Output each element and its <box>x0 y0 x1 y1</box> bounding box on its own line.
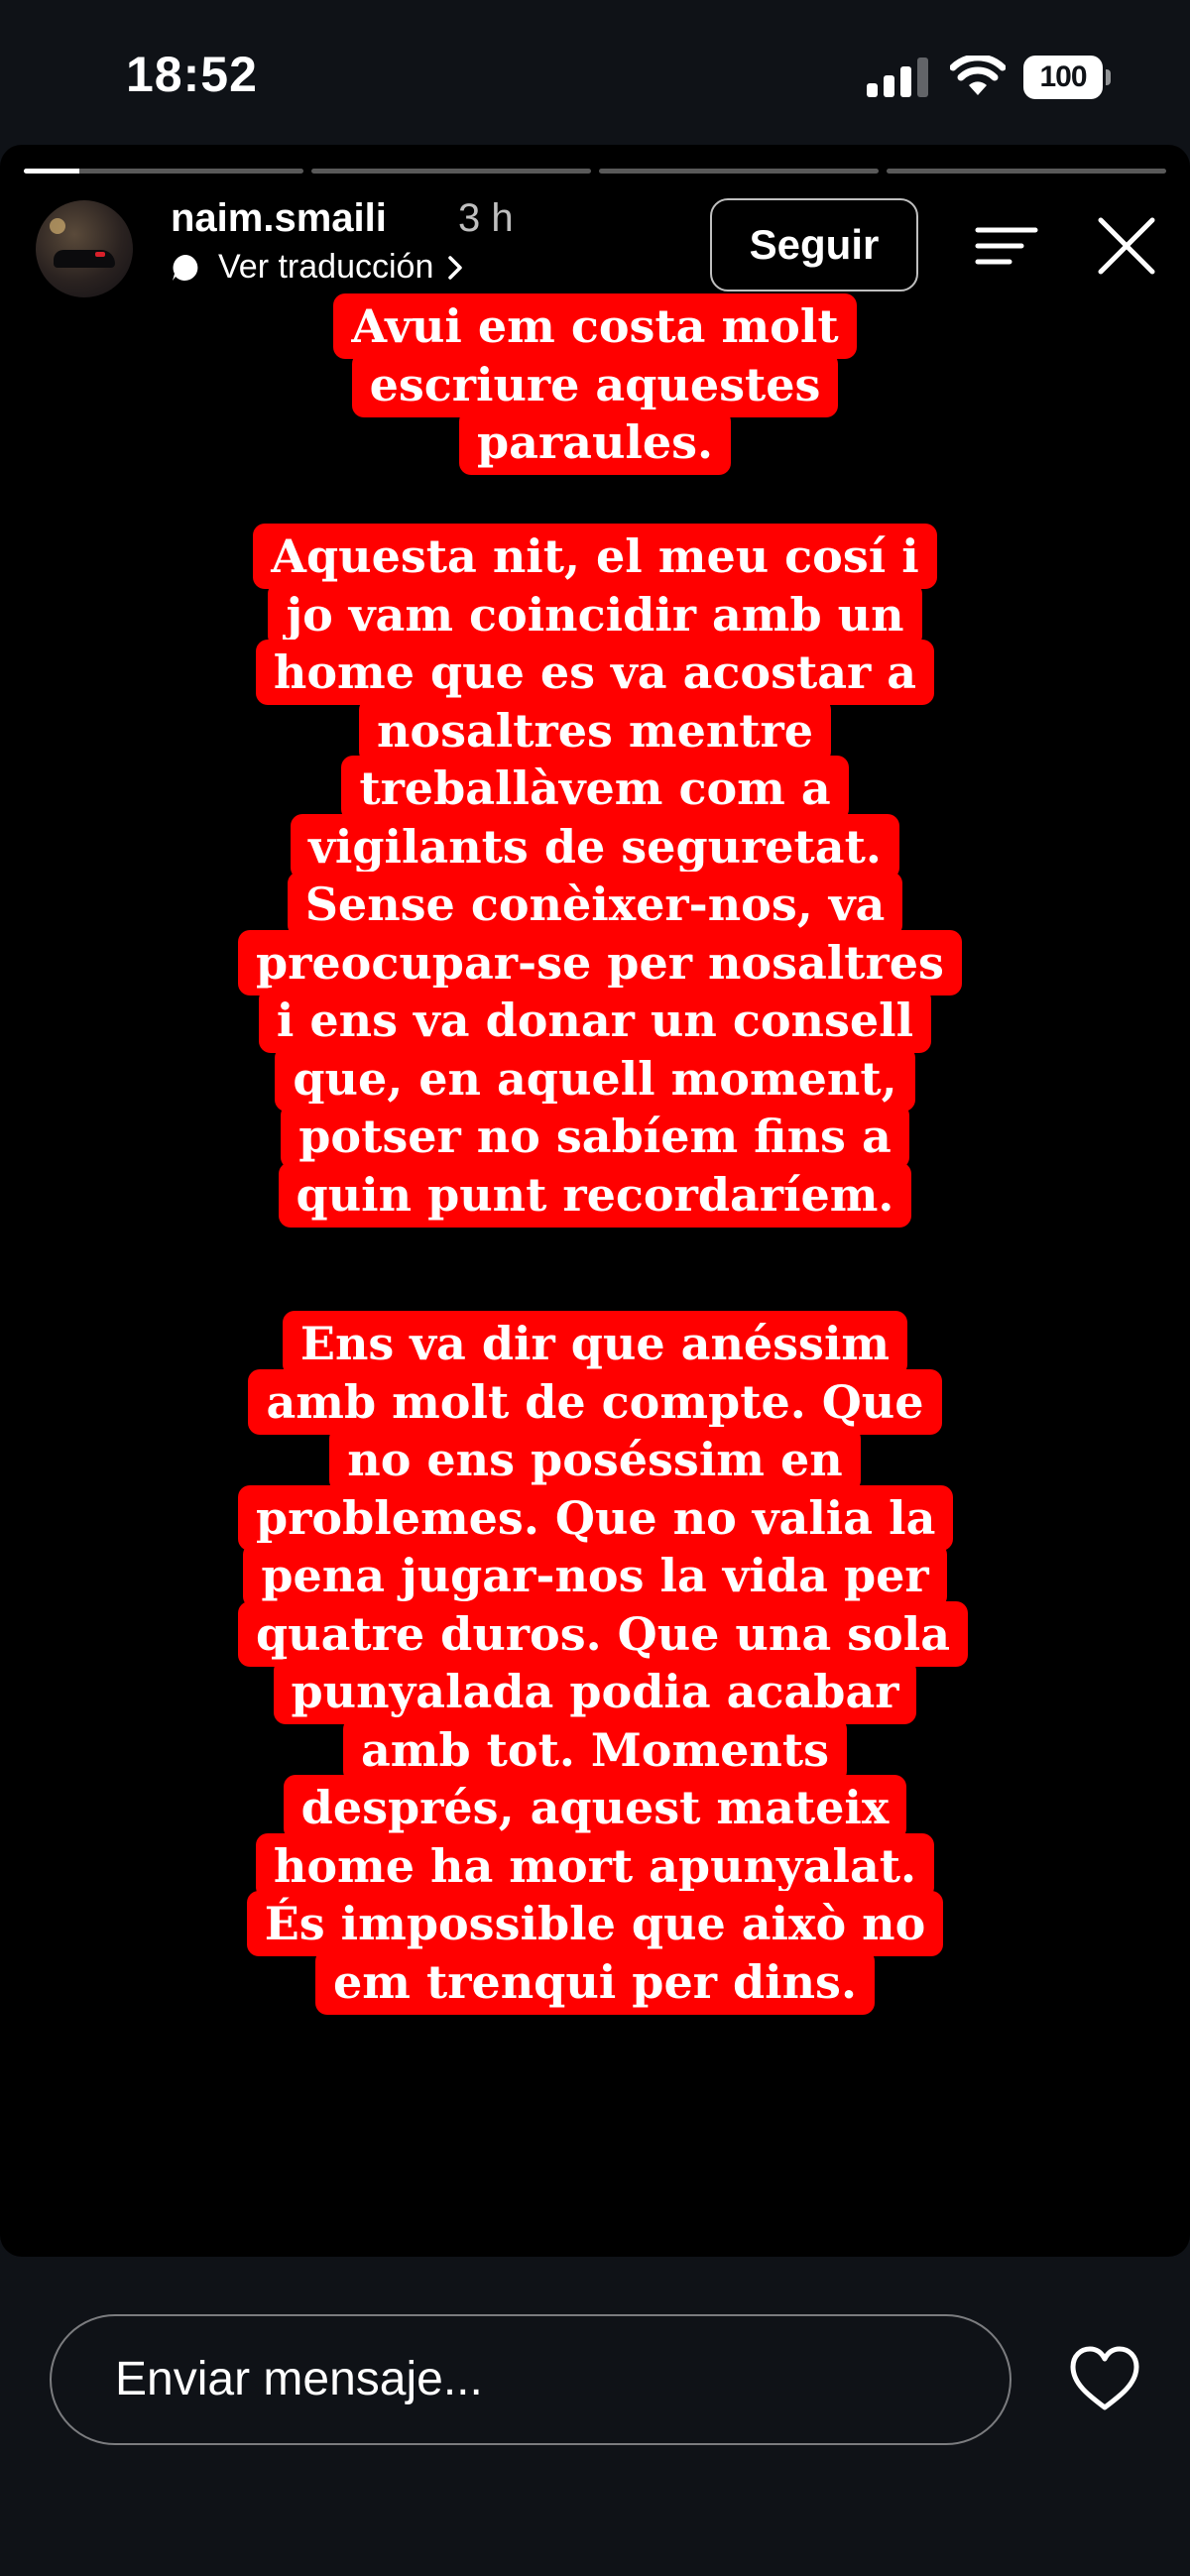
follow-button[interactable]: Seguir <box>710 198 918 292</box>
close-icon[interactable] <box>1095 214 1158 278</box>
story-progress-fill <box>24 169 79 174</box>
story-progress-segment <box>24 169 303 174</box>
story-text-3: Ens va dir que anéssim amb molt de compte. Que no ens poséssim en problemes. Que no valia la pena jugar-nos la vida per quatre duros. Que una sola punyalada podia acabar amb tot. Moments després, aquest mateix home ha mort apunyalat. És impossible que això no em trenqui per dins. <box>238 1311 968 2015</box>
see-translation-link[interactable] <box>171 248 463 287</box>
battery-level: 100 <box>1023 56 1103 99</box>
battery-icon <box>1023 56 1111 99</box>
story-progress-bar <box>24 169 1166 175</box>
avatar[interactable] <box>36 200 133 297</box>
story-progress-segment <box>599 169 879 174</box>
story-text-block-3 <box>238 1315 952 2011</box>
status-time: 18:52 <box>126 47 258 102</box>
story-card[interactable] <box>0 145 1190 2257</box>
story-text-2: Aquesta nit, el meu cosí i jo vam coincidir amb un home que es va acostar a nosaltres mentre treballàvem com a vigilants de seguretat. Sense conèixer-nos, va preocupar-se per nosaltres i ens va donar un consell que, en aquell moment, potser no sabíem fins a quin punt recordaríem. <box>238 524 962 1228</box>
username[interactable]: naim.smaili <box>171 196 387 240</box>
story-time-ago: 3 h <box>458 196 514 240</box>
avatar-tail-light <box>95 252 105 257</box>
battery-tip <box>1106 69 1111 85</box>
story-text-1: Avui em costa molt escriure aquestes paraules. <box>333 293 856 475</box>
story-text-block-1 <box>238 297 952 472</box>
heart-icon[interactable] <box>1069 2346 1140 2411</box>
story-text-block-2 <box>238 527 952 1224</box>
menu-icon[interactable] <box>974 224 1039 268</box>
story-progress-segment <box>311 169 591 174</box>
chevron-right-icon <box>447 255 463 281</box>
send-message-input[interactable]: Enviar mensaje... <box>50 2314 1012 2445</box>
avatar-light-glow <box>50 218 65 234</box>
story-progress-segment <box>887 169 1166 174</box>
signal-icon <box>867 58 930 97</box>
wifi-icon <box>950 56 1006 97</box>
see-translation-label: Ver traducción <box>218 248 434 286</box>
avatar-car-shape <box>54 250 115 268</box>
translate-bubble-icon <box>171 253 200 283</box>
